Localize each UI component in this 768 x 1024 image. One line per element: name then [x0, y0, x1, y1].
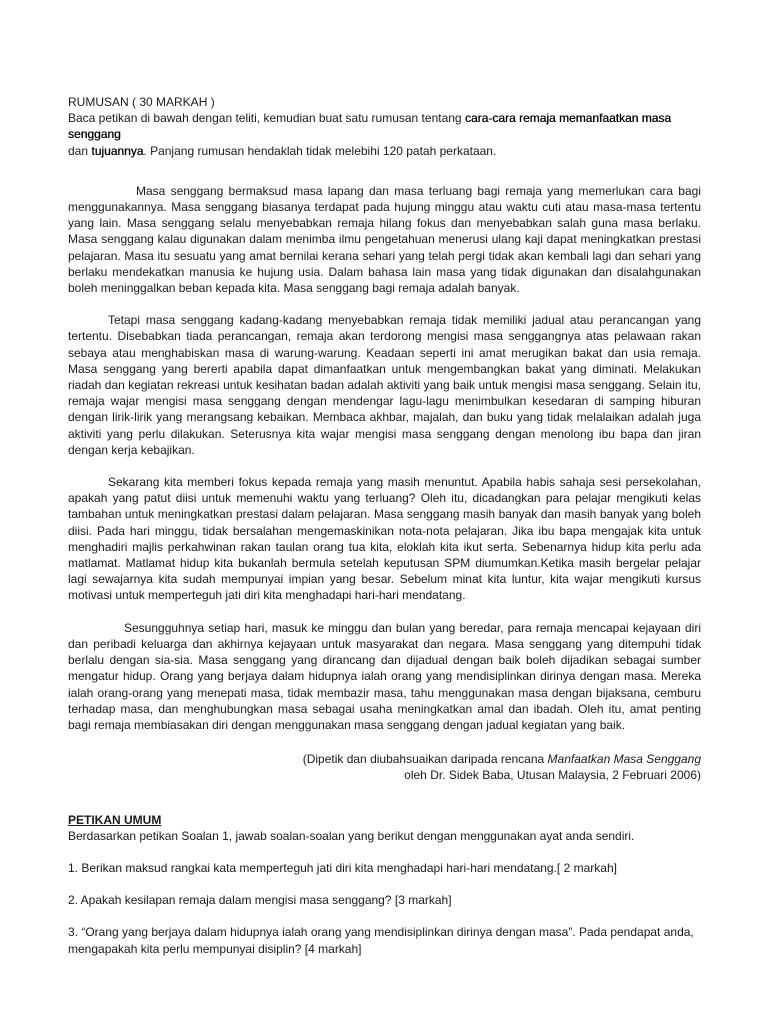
rumusan-instruction — [68, 110, 701, 159]
source-prefix: (Dipetik dan diubahsuaikan daripada rencana — [302, 752, 548, 767]
passage-paragraph-1: Masa senggang bermaksud masa lapang dan masa terluang bagi remaja yang memerlukan cara bagi menggunakannya. Masa senggang biasanya terdapat pada hujung minggu atau waktu cuti atau masa-masa tertentu yang lain. Masa senggang selalu menyebabkan remaja hilang fokus dan menyebabkan salah guna masa berlaku. Masa senggang kalau digunakan dalam menimba ilmu pengetahuan menerusi ulang kaji dapat meningkatkan prestasi pelajaran. Masa itu sesuatu yang amat bernilai kerana sehari yang telah pergi tidak akan kembali lagi dan sehari yang berlaku mendekatkan manusia ke hujung usia. Dalam bahasa lain masa yang tidak digunakan dan disalahgunakan boleh meninggalkan beban kepada kita. Masa senggang bagi remaja adalah banyak. — [68, 183, 701, 296]
instruction-highlight-topic: cara-cara remaja memanfaatkan masa senggang — [68, 111, 672, 142]
petikan-umum-instruction: Berdasarkan petikan Soalan 1, jawab soalan-soalan yang berikut dengan menggunakan ayat anda sendiri. — [68, 828, 635, 843]
rumusan-heading: RUMUSAN ( 30 MARKAH ) — [68, 95, 215, 109]
question-2: 2. Apakah kesilapan remaja dalam mengisi masa senggang? [3 markah] — [68, 893, 452, 908]
source-line-2: oleh Dr. Sidek Baba, Utusan Malaysia, 2 Februari 2006) — [404, 768, 701, 783]
instruction-text-2: dan — [68, 143, 92, 158]
passage-paragraph-4: Sesungguhnya setiap hari, masuk ke minggu dan bulan yang beredar, para remaja mencapai kejayaan diri dan peribadi keluarga dan akhirnya kejayaan untuk masyarakat dan negara. Masa senggang yang ditempuhi tidak berlalu dengan sia-sia. Masa senggang yang dirancang dan dijadual dengan baik boleh dijadikan sebagai sumber mengatur hidup. Orang yang berjaya dalam hidupnya ialah orang yang mendisiplinkan dirinya dengan masa. Mereka ialah orang-orang yang menepati masa, tidak membazir masa, tahu menggunakan masa dengan bijaksana, cemburu terhadap masa, dan menghubungkan masa sebagai usaha meningkatkan amal dan ibadah. Oleh itu, amat penting bagi remaja membiasakan diri dengan menggunakan masa senggang dengan jadual kegiatan yang baik. — [68, 620, 701, 732]
instruction-highlight-purpose: tujuannya — [91, 143, 144, 158]
passage-paragraph-3: Sekarang kita memberi fokus kepada remaja yang masih menuntut. Apabila habis sahaja sesi persekolahan, apakah yang patut diisi untuk memenuhi waktu yang terluang? Oleh itu, dicadangkan para pelajar mengikuti kelas tambahan untuk meningkatkan prestasi dalam pelajaran. Masa senggang masih banyak dan masih banyak yang boleh diisi. Pada hari minggu, tidak bersalahan mengemaskinikan nota-nota pelajaran. Jika ibu bapa mengajak kita untuk menghadiri majlis perkahwinan rakan taulan orang tua kita, eloklah kita ikut serta. Sebenarnya hidup kita perlu ada matlamat. Matlamat hidup kita bukanlah bermula setelah keputusan SPM diumumkan.Ketika masih bergelar pelajar lagi sewajarnya kita sudah mempunyai impian yang besar. Sebelum minat kita luntur, kita wajar mengikuti kursus motivasi untuk memperteguh jati diri kita menghadapi hari-hari mendatang. — [68, 475, 701, 603]
document-content — [68, 94, 701, 957]
question-1: 1. Berikan maksud rangkai kata memperteguh jati diri kita menghadapi hari-hari mendatang.[ 2 markah] — [68, 860, 617, 875]
source-line-1 — [68, 751, 701, 767]
question-3: 3. “Orang yang berjaya dalam hidupnya ialah orang yang mendisiplinkan dirinya dengan masa”. Pada pendapat anda, mengapakah kita perlu mempunyai disiplin? [4 markah] — [68, 925, 694, 956]
petikan-umum-heading: PETIKAN UMUM — [68, 812, 162, 827]
instruction-text-3: . Panjang rumusan hendaklah tidak melebihi 120 patah perkataan. — [143, 143, 497, 158]
source-article-title: Manfaatkan Masa Senggang — [547, 752, 701, 767]
passage-source — [68, 751, 701, 783]
passage-paragraph-2: Tetapi masa senggang kadang-kadang menyebabkan remaja tidak memiliki jadual atau perancangan yang tertentu. Disebabkan tiada perancangan, remaja akan terdorong mengisi masa senggangnya atas pelawaan rakan sebaya atau menghabiskan masa di warung-warung. Keadaan seperti ini amat merugikan bakat dan usia remaja. Masa senggang yang bererti apabila dapat dimanfaatkan untuk mengembangkan bakat yang diminati. Melakukan riadah dan kegiatan rekreasi untuk kesihatan badan adalah aktiviti yang baik untuk mengisi masa senggang. Selain itu, remaja wajar mengisi masa senggang dengan mendengar lagu-lagu menimbulkan kesedaran di samping hiburan dengan lirik-lirik yang merangsang kebaikan. Membaca akhbar, majalah, dan buku yang tidak melalaikan adalah juga aktiviti yang perlu dilakukan. Seterusnya kita wajar mengisi masa senggang dengan menolong ibu bapa dan jiran dengan kerja kebajikan. — [68, 313, 701, 457]
instruction-text-1: Baca petikan di bawah dengan teliti, kemudian buat satu rumusan tentang — [68, 111, 465, 126]
